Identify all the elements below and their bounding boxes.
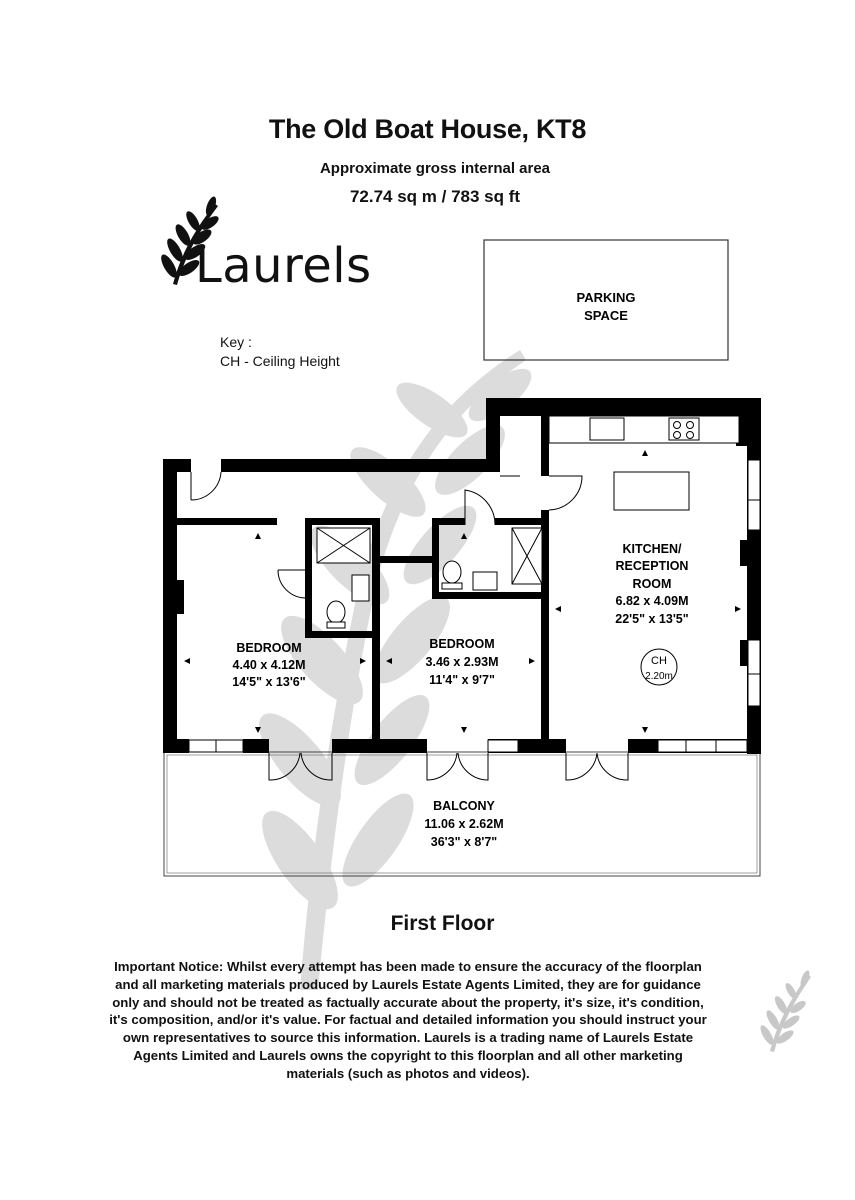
key-heading: Key : — [220, 334, 252, 350]
area-value: 72.74 sq m / 783 sq ft — [349, 187, 521, 206]
ceiling-value: 2.20m — [645, 671, 673, 682]
logo-wordmark: Laurels — [195, 238, 372, 294]
kitchen-line-2: RECEPTION — [615, 559, 689, 573]
balcony-name: BALCONY — [433, 799, 495, 813]
bedroom2-metric: 3.46 x 2.93M — [425, 655, 499, 669]
ceiling-label: CH — [651, 655, 667, 667]
floor-label: First Floor — [390, 912, 495, 935]
bedroom2-imperial: 11'4" x 9'7" — [429, 673, 495, 687]
parking-label-2: SPACE — [584, 308, 628, 323]
kitchen-metric: 6.82 x 4.09M — [615, 594, 689, 608]
bedroom1-name: BEDROOM — [236, 641, 302, 655]
walls — [163, 398, 761, 754]
balcony-outline — [164, 752, 760, 876]
key-entry: CH - Ceiling Height — [220, 353, 340, 369]
parking-label-1: PARKING — [576, 290, 636, 305]
important-notice: Important Notice: Whilst every attempt has been made to ensure the accuracy of the floorplan and all marketing materials produced by Laurels Estate Agents Limited, they are for guidance only and should not be treated as factually accurate about the property, it's size, it's condition, it's composition, and/or it's value. For factual and detailed information you should instruct your own representatives to source this information. Laurels is a trading name of Laurels Estate Agents Limited and Laurels owns the copyright to this floorplan and all other marketing materials (such as photos and videos). — [109, 959, 707, 1081]
kitchen-imperial: 22'5" x 13'5" — [615, 612, 689, 626]
balcony-imperial: 36'3" x 8'7" — [430, 835, 498, 849]
balcony-metric: 11.06 x 2.62M — [424, 817, 504, 831]
kitchen-line-3: ROOM — [632, 577, 672, 591]
property-title: The Old Boat House, KT8 — [268, 114, 587, 144]
area-subtitle: Approximate gross internal area — [319, 160, 551, 177]
small-laurel-icon — [758, 965, 818, 1055]
bedroom1-imperial: 14'5" x 13'6" — [232, 675, 306, 689]
bedroom2-name: BEDROOM — [429, 637, 495, 651]
bedroom1-metric: 4.40 x 4.12M — [232, 658, 306, 672]
kitchen-line-1: KITCHEN/ — [622, 542, 682, 556]
